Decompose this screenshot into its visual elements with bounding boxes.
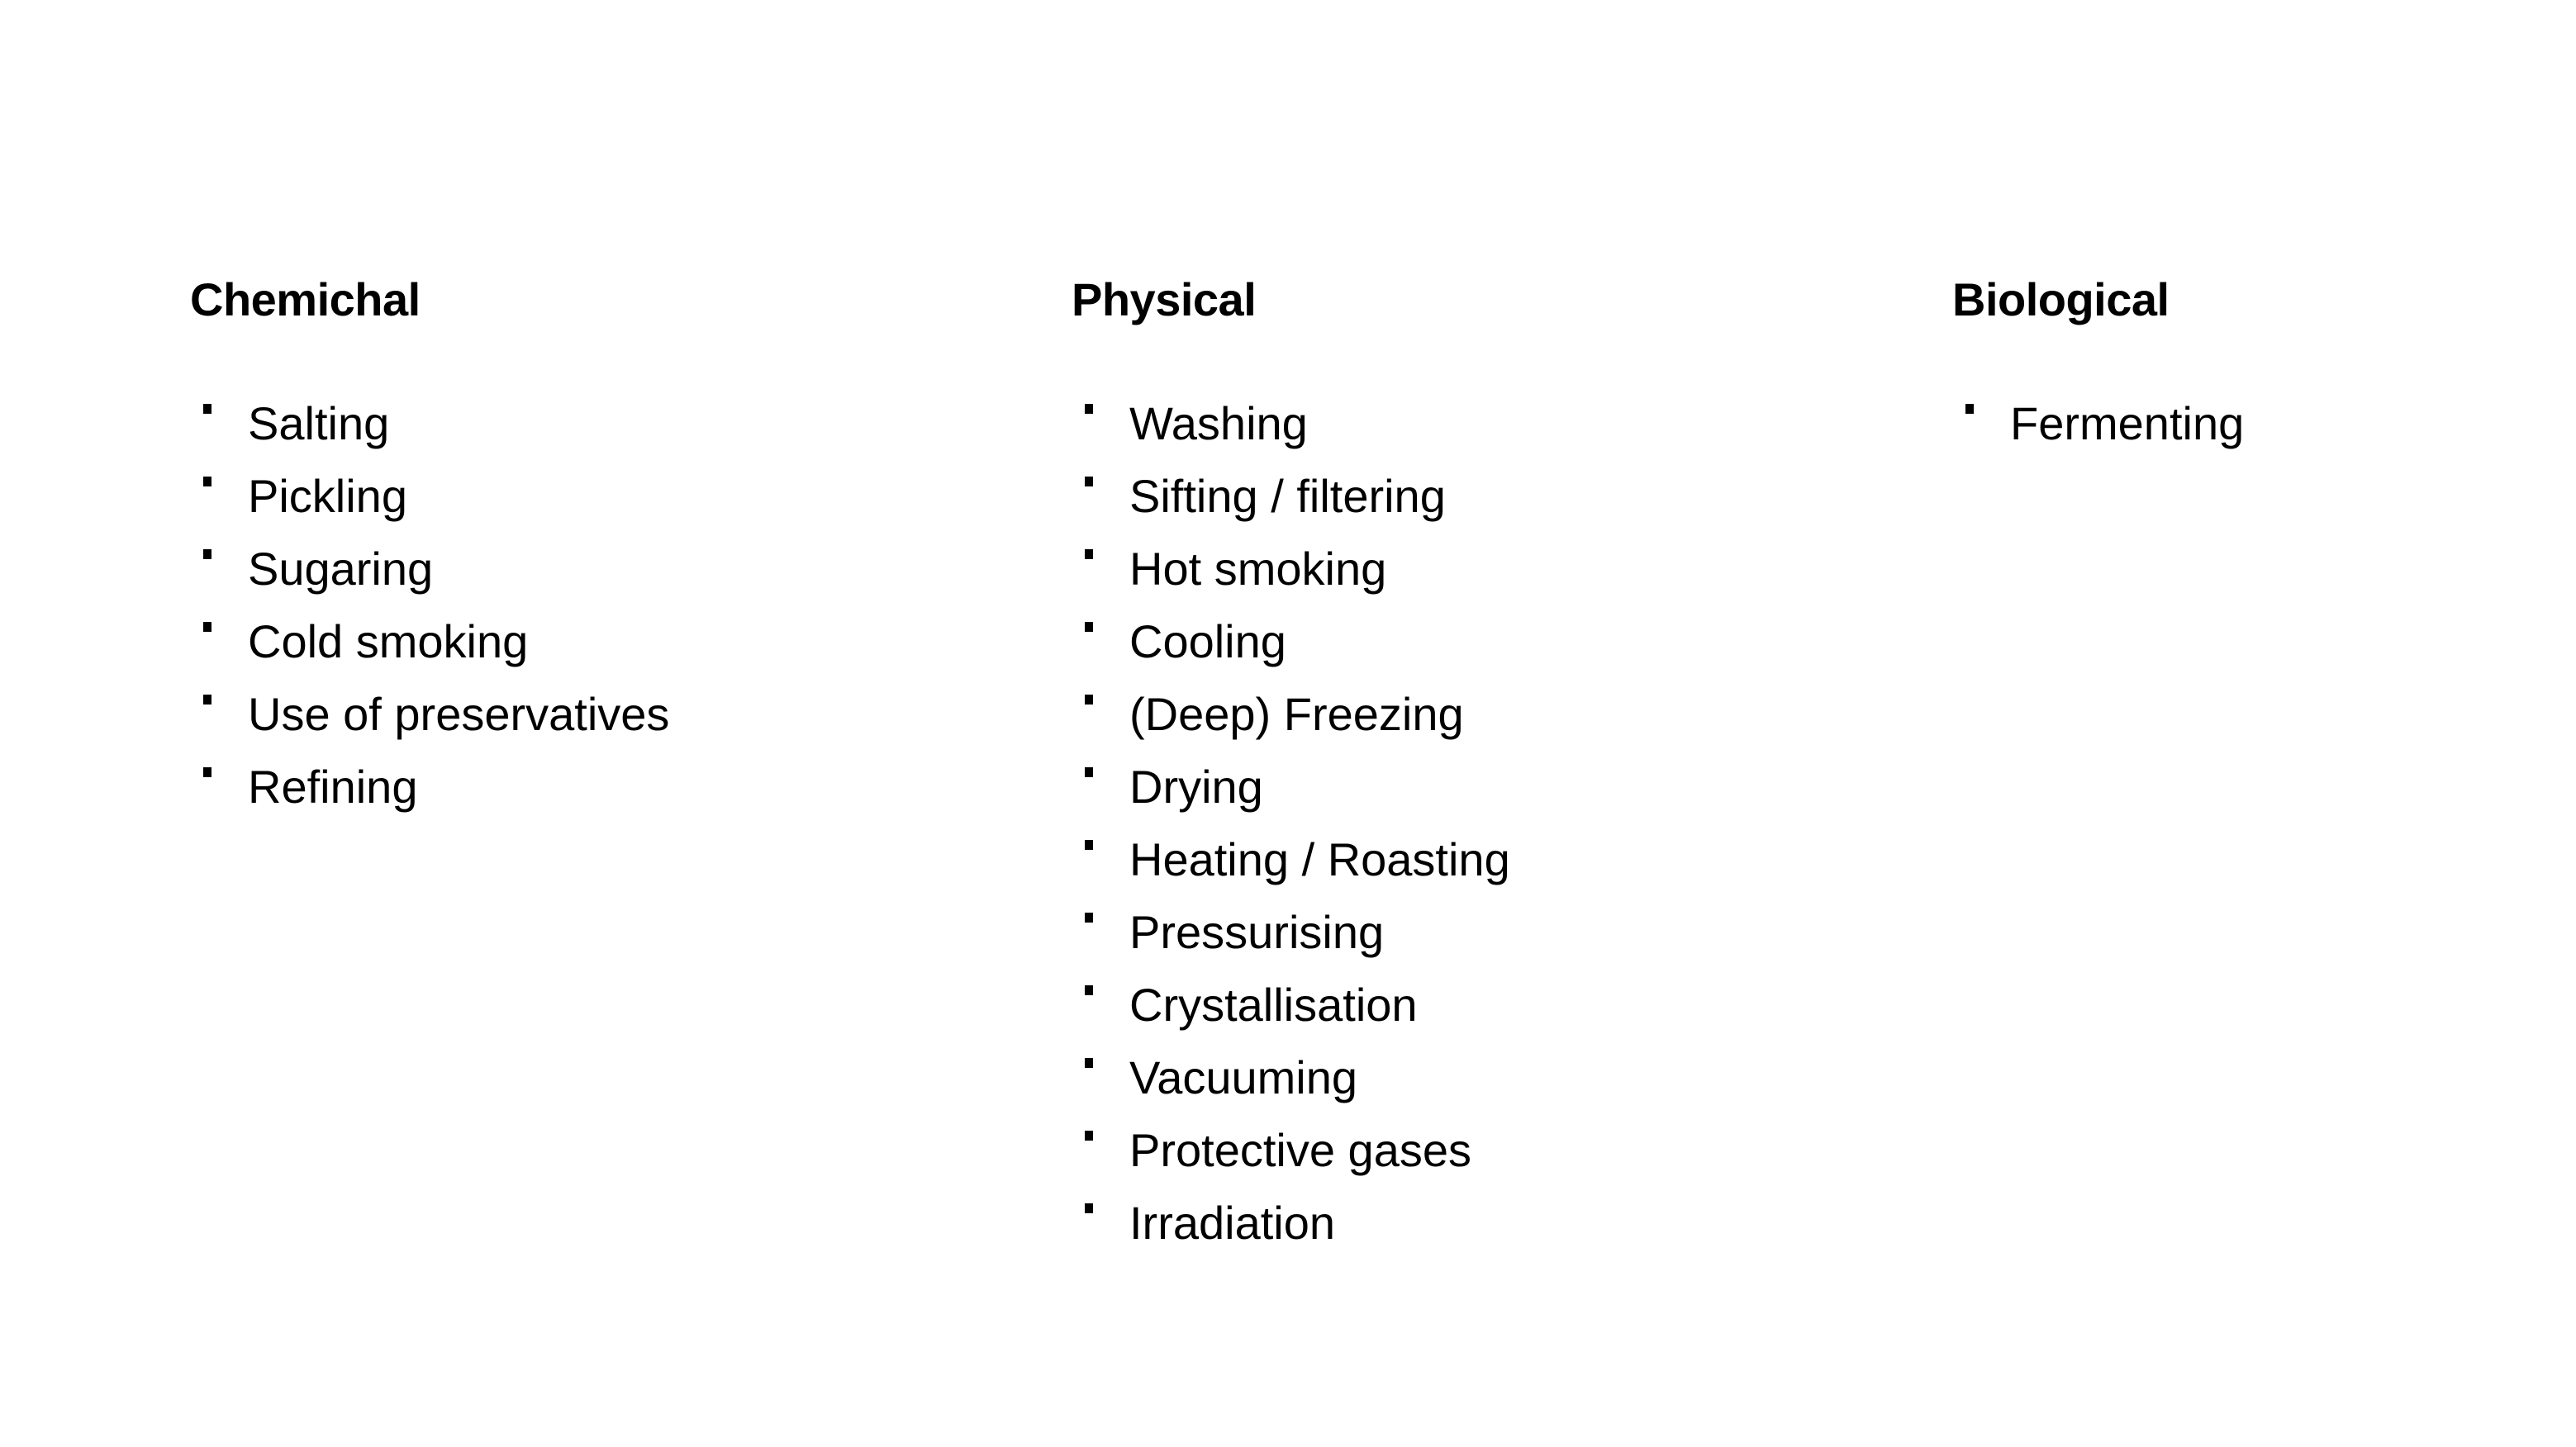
list-item <box>1072 1114 1815 1187</box>
list-item <box>1072 969 1815 1041</box>
column-biological <box>1952 268 2576 460</box>
list-item <box>1072 751 1815 823</box>
list-item <box>1072 678 1815 751</box>
square-bullet-icon <box>1085 477 1093 486</box>
list-item <box>190 460 934 533</box>
column-physical <box>1072 268 1815 1260</box>
list-item-text: Washing <box>1129 397 1308 449</box>
square-bullet-icon <box>1085 404 1093 414</box>
square-bullet-icon <box>1085 1058 1093 1068</box>
list-item-text: Drying <box>1129 761 1263 813</box>
column-heading: Physical <box>1072 273 1257 325</box>
square-bullet-icon <box>203 404 211 414</box>
square-bullet-icon <box>203 767 211 777</box>
list-item-text: Cold smoking <box>248 615 529 667</box>
list-item-text: Fermenting <box>2010 397 2245 449</box>
list-item-text: Vacuuming <box>1129 1051 1358 1103</box>
square-bullet-icon <box>1085 1131 1093 1141</box>
list-item-text: Pressurising <box>1129 906 1385 958</box>
column-heading: Biological <box>1952 273 2170 325</box>
list-item-text: (Deep) Freezing <box>1129 688 1464 740</box>
list-item-text: Sifting / filtering <box>1129 470 1446 522</box>
square-bullet-icon <box>203 622 211 632</box>
list-item <box>1072 605 1815 678</box>
list-item-text: Irradiation <box>1129 1197 1336 1249</box>
square-bullet-icon <box>1085 695 1093 705</box>
list-item <box>190 605 934 678</box>
list-item <box>190 678 934 751</box>
list-item <box>1072 1187 1815 1260</box>
column-chemical <box>190 268 934 823</box>
bullet-list <box>1952 387 2576 460</box>
list-item <box>1952 387 2576 460</box>
list-item-text: Pickling <box>248 470 407 522</box>
bullet-list <box>1072 387 1815 1260</box>
square-bullet-icon <box>1085 622 1093 632</box>
list-item <box>1072 460 1815 533</box>
list-item-text: Protective gases <box>1129 1124 1471 1176</box>
list-item-text: Use of preservatives <box>248 688 670 740</box>
square-bullet-icon <box>1085 1203 1093 1213</box>
list-item-text: Salting <box>248 397 390 449</box>
square-bullet-icon <box>1085 767 1093 777</box>
bullet-list <box>190 387 934 823</box>
list-item <box>1072 1041 1815 1114</box>
square-bullet-icon <box>1965 404 1974 414</box>
list-item-text: Heating / Roasting <box>1129 833 1510 885</box>
list-item-text: Crystallisation <box>1129 979 1418 1031</box>
list-item <box>190 533 934 605</box>
square-bullet-icon <box>1085 840 1093 850</box>
list-item-text: Refining <box>248 761 418 813</box>
square-bullet-icon <box>203 477 211 486</box>
list-item-text: Cooling <box>1129 615 1286 667</box>
column-heading: Chemichal <box>190 273 421 325</box>
list-item-text: Sugaring <box>248 543 434 595</box>
square-bullet-icon <box>203 549 211 559</box>
square-bullet-icon <box>203 695 211 705</box>
square-bullet-icon <box>1085 985 1093 995</box>
list-item <box>1072 387 1815 460</box>
list-item <box>1072 896 1815 969</box>
list-item-text: Hot smoking <box>1129 543 1387 595</box>
list-item <box>190 751 934 823</box>
square-bullet-icon <box>1085 913 1093 923</box>
square-bullet-icon <box>1085 549 1093 559</box>
list-item <box>1072 533 1815 605</box>
list-item <box>1072 823 1815 896</box>
list-item <box>190 387 934 460</box>
